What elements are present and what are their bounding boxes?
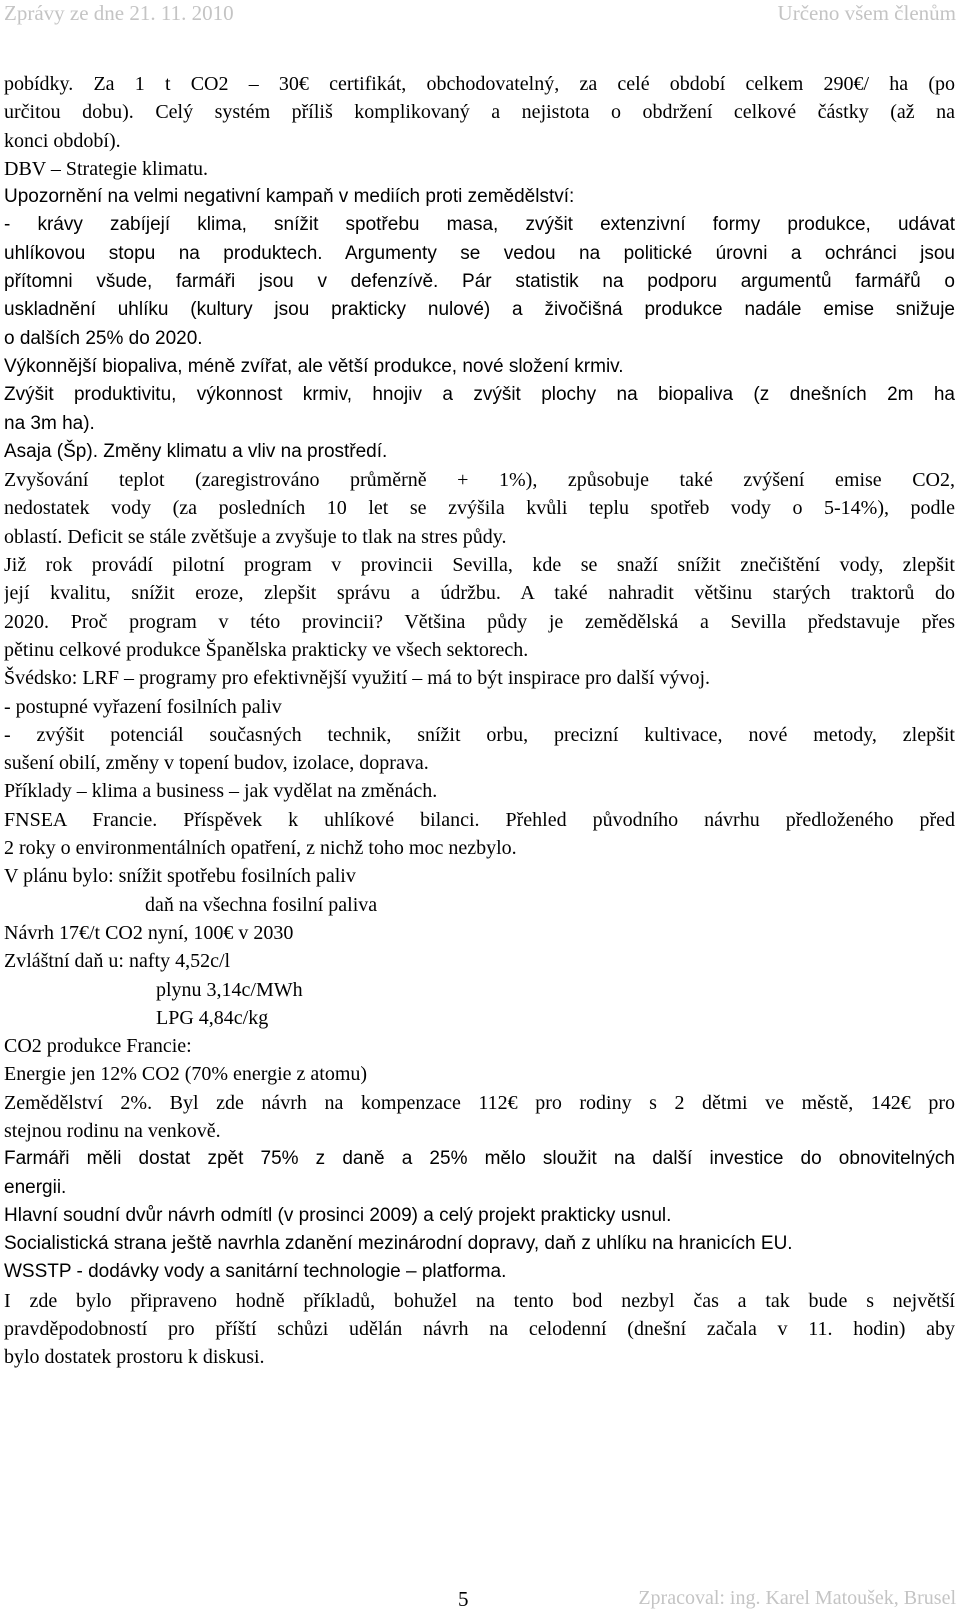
- text-line: pravděpodobností pro příští schůzi udělán návrh na celodenní (dnešní začala v 11. hodin) aby: [4, 1318, 955, 1341]
- text-line: Zvláštní daň u: nafty 4,52c/l: [4, 950, 231, 973]
- text-line: I zde bylo připraveno hodně příkladů, bohužel na tento bod nezbyl čas a tak bude s největší: [4, 1289, 955, 1312]
- text-line: Farmáři měli dostat zpět 75% z daně a 25% mělo sloužit na další investice do obnovitelných: [4, 1148, 955, 1170]
- text-line: 2 roky o environmentálních opatření, z nichž toho moc nezbylo.: [4, 837, 517, 860]
- text-line: V plánu bylo: snížit spotřebu fosilních paliv: [4, 865, 356, 888]
- text-line: FNSEA Francie. Příspěvek k uhlíkové bilanci. Přehled původního návrhu předloženého před: [4, 808, 955, 831]
- text-line: pětinu celkové produkce Španělska prakticky ve všech sektorech.: [4, 638, 529, 661]
- text-line: Příklady – klima a business – jak vydělat na změnách.: [4, 780, 438, 803]
- text-line: přítomni všude, farmáři jsou v defenzívě. Pár statistik na podporu argumentů farmářů o: [4, 271, 955, 293]
- text-line: 2020. Proč program v této provincii? Většina půdy je zemědělská a Sevilla představuje přes: [4, 610, 955, 633]
- text-line: energii.: [4, 1176, 67, 1198]
- text-line: Návrh 17€/t CO2 nyní, 100€ v 2030: [4, 921, 294, 944]
- text-line: Zvýšit produktivitu, výkonnost krmiv, hnojiv a zvýšit plochy na biopaliva (z dnešních 2m ha: [4, 384, 955, 406]
- text-line: CO2 produkce Francie:: [4, 1035, 192, 1058]
- text-line: na 3m ha).: [4, 412, 95, 434]
- text-line: nedostatek vody (za posledních 10 let se zvýšila kvůli teplu spotřeb vody o 5-14%), podle: [4, 497, 955, 520]
- text-line: Výkonnější biopaliva, méně zvířat, ale větší produkce, nové složení krmiv.: [4, 355, 624, 377]
- text-line: oblastí. Deficit se stále zvětšuje a zvyšuje to tlak na stres půdy.: [4, 525, 507, 548]
- text-line: WSSTP - dodávky vody a sanitární technologie – platforma.: [4, 1261, 507, 1283]
- text-line: pobídky. Za 1 t CO2 – 30€ certifikát, obchodovatelný, za celé období celkem 290€/ ha (po: [4, 73, 955, 95]
- text-line: - postupné vyřazení fosilních paliv: [4, 695, 282, 718]
- text-line: určitou dobu). Celý systém příliš komplikovaný a nejistota o obdržení celkové částky (až na: [4, 101, 955, 124]
- text-line: konci období).: [4, 129, 121, 152]
- header-date: Zprávy ze dne 21. 11. 2010: [4, 1, 234, 25]
- text-line: Zvyšování teplot (zaregistrováno průměrně + 1%), způsobuje také zvýšení emise CO2,: [4, 469, 955, 492]
- text-line: LPG 4,84c/kg: [156, 1006, 269, 1029]
- text-line: o dalších 25% do 2020.: [4, 327, 203, 349]
- text-line: uskladnění uhlíku (kultury jsou prakticky nulové) a živočišná produkce nadále emise snižuje: [4, 299, 955, 321]
- text-line: Již rok provádí pilotní program v provincii Sevilla, kde se snaží snížit znečištění vody, zlepšit: [4, 554, 955, 577]
- text-line: - krávy zabíjejí klima, snížit spotřebu masa, zvýšit extenzivní formy produkce, udávat: [4, 214, 955, 236]
- text-line: Upozornění na velmi negativní kampaň v mediích proti zemědělství:: [4, 186, 575, 208]
- page-header: [0, 0, 960, 30]
- footer-author: Zpracoval: ing. Karel Matoušek, Brusel: [638, 1587, 956, 1609]
- page-footer: [0, 1580, 960, 1617]
- page-number: 5: [458, 1587, 469, 1611]
- text-line: sušení obilí, změny v topení budov, izolace, doprava.: [4, 752, 429, 775]
- text-line: bylo dostatek prostoru k diskusi.: [4, 1346, 265, 1369]
- text-line: plynu 3,14c/MWh: [156, 978, 303, 1001]
- header-audience: Určeno všem členům: [777, 1, 956, 25]
- document-body: [4, 70, 955, 1372]
- text-line: Energie jen 12% CO2 (70% energie z atomu): [4, 1063, 368, 1086]
- text-line: - zvýšit potenciál současných technik, snížit orbu, precizní kultivace, nové metody, zlepšit: [4, 723, 955, 746]
- text-line: daň na všechna fosilní paliva: [145, 893, 378, 916]
- text-line: Asaja (Šp). Změny klimatu a vliv na prostředí.: [4, 440, 388, 462]
- text-line: její kvalitu, snížit eroze, zlepšit správu a údržbu. A také nahradit většinu starých traktorů do: [4, 582, 955, 605]
- text-line: Hlavní soudní dvůr návrh odmítl (v prosinci 2009) a celý projekt prakticky usnul.: [4, 1204, 672, 1226]
- text-line: stejnou rodinu na venkově.: [4, 1119, 221, 1142]
- text-line: Švédsko: LRF – programy pro efektivnější využití – má to být inspirace pro další vývoj.: [4, 667, 711, 690]
- text-line: Zemědělství 2%. Byl zde návrh na kompenzace 112€ pro rodiny s 2 dětmi ve městě, 142€ pro: [4, 1091, 955, 1114]
- text-line: Socialistická strana ještě navrhla zdanění mezinárodní dopravy, daň z uhlíku na hranicích EU.: [4, 1233, 793, 1255]
- text-line: uhlíkovou stopu na produktech. Argumenty se vedou na politické úrovni a ochránci jsou: [4, 242, 955, 264]
- text-line: DBV – Strategie klimatu.: [4, 157, 209, 180]
